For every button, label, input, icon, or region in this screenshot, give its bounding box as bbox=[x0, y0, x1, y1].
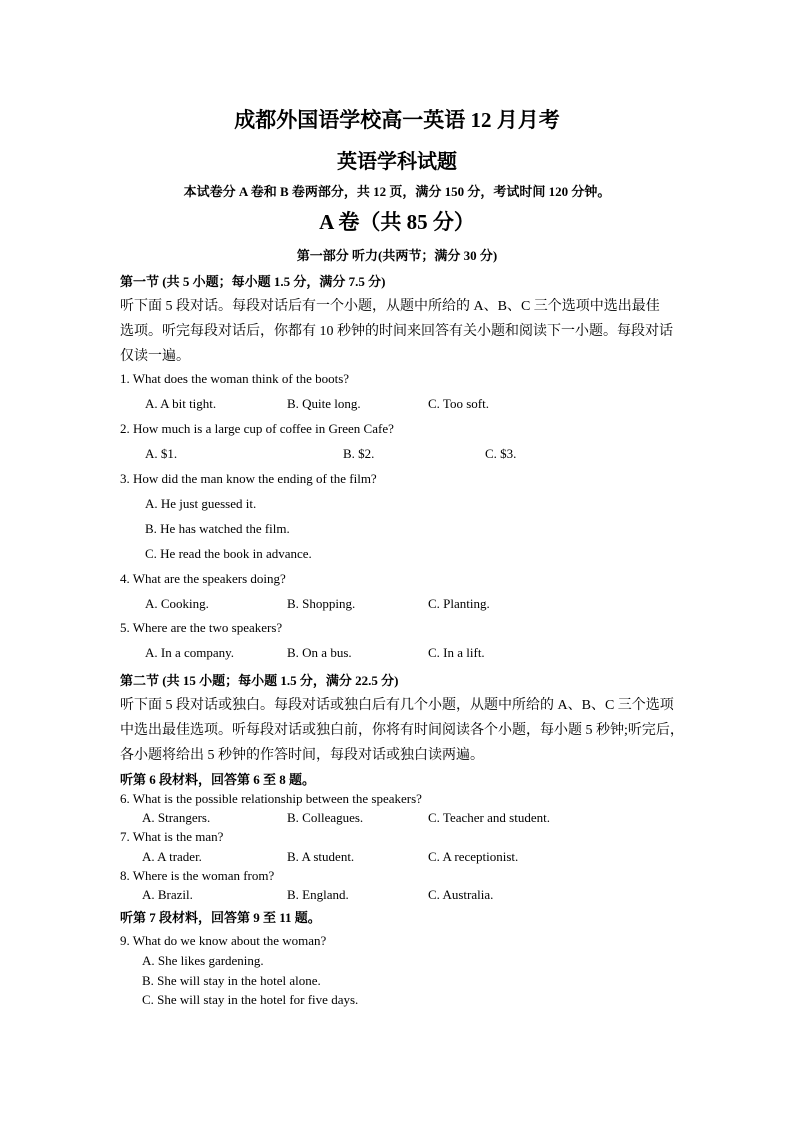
option-a: A. He just guessed it. bbox=[145, 496, 257, 511]
option-a: A. Strangers. bbox=[142, 810, 211, 825]
question-stem: 8. Where is the woman from? bbox=[120, 868, 275, 883]
option-a: A. She likes gardening. bbox=[142, 953, 264, 968]
material-heading: 听第 7 段材料，回答第 9 至 11 题。 bbox=[120, 910, 321, 925]
option-c: C. $3. bbox=[485, 446, 517, 461]
option-b: B. Shopping. bbox=[287, 596, 356, 611]
option-a: A. Cooking. bbox=[145, 596, 209, 611]
question-stem: 6. What is the possible relationship between the speakers? bbox=[120, 791, 422, 806]
section2-instruction-line: 各小题将给出 5 秒钟的作答时间，每段对话或独白读两遍。 bbox=[120, 748, 484, 763]
section2-heading: 第二节 (共 15 小题；每小题 1.5 分，满分 22.5 分) bbox=[120, 673, 399, 688]
question-stem: 1. What does the woman think of the boots? bbox=[120, 371, 350, 386]
option-c: C. He read the book in advance. bbox=[145, 546, 312, 561]
exam-title: 成都外国语学校高一英语 12 月月考 bbox=[234, 108, 560, 132]
option-b: B. Quite long. bbox=[287, 396, 361, 411]
exam-notice: 本试卷分 A 卷和 B 卷两部分，共 12 页，满分 150 分，考试时间 120 分钟。 bbox=[183, 184, 611, 199]
option-c: C. In a lift. bbox=[428, 645, 485, 660]
option-b: B. He has watched the film. bbox=[145, 521, 290, 536]
material-heading: 听第 6 段材料，回答第 6 至 8 题。 bbox=[120, 772, 316, 787]
option-b: B. England. bbox=[287, 887, 349, 902]
question-stem: 4. What are the speakers doing? bbox=[120, 571, 286, 586]
section1-heading: 第一节 (共 5 小题；每小题 1.5 分，满分 7.5 分) bbox=[120, 274, 386, 289]
option-a: A. A trader. bbox=[142, 849, 202, 864]
section1-instruction-line: 听下面 5 段对话。每段对话后有一个小题，从题中所给的 A、B、C 三个选项中选出最佳 bbox=[120, 299, 660, 314]
option-a: A. Brazil. bbox=[142, 887, 193, 902]
question-stem: 9. What do we know about the woman? bbox=[120, 933, 327, 948]
option-c: C. A receptionist. bbox=[428, 849, 519, 864]
question-stem: 2. How much is a large cup of coffee in Green Cafe? bbox=[120, 421, 394, 436]
part-title: 第一部分 听力(共两节；满分 30 分) bbox=[296, 248, 498, 263]
section1-instruction-line: 选项。听完每段对话后，你都有 10 秒钟的时间来回答有关小题和阅读下一小题。每段对话 bbox=[120, 324, 673, 339]
option-a: A. $1. bbox=[145, 446, 178, 461]
section2-instruction-line: 听下面 5 段对话或独白。每段对话或独白后有几个小题，从题中所给的 A、B、C 三个选项 bbox=[120, 698, 674, 713]
option-b: B. A student. bbox=[287, 849, 355, 864]
exam-subtitle: 英语学科试题 bbox=[337, 151, 457, 173]
question-stem: 3. How did the man know the ending of the film? bbox=[120, 471, 377, 486]
option-b: B. She will stay in the hotel alone. bbox=[142, 973, 321, 988]
question-stem: 5. Where are the two speakers? bbox=[120, 620, 283, 635]
option-c: C. She will stay in the hotel for five days. bbox=[142, 992, 359, 1007]
volume-title: A 卷（共 85 分） bbox=[319, 210, 475, 234]
option-c: C. Teacher and student. bbox=[428, 810, 550, 825]
option-a: A. A bit tight. bbox=[145, 396, 217, 411]
section2-instruction-line: 中选出最佳选项。听每段对话或独白前，你将有时间阅读各个小题，每小题 5 秒钟;听完后， bbox=[120, 723, 684, 738]
option-c: C. Too soft. bbox=[428, 396, 489, 411]
option-c: C. Planting. bbox=[428, 596, 490, 611]
section1-instruction-line: 仅读一遍。 bbox=[120, 349, 190, 364]
option-a: A. In a company. bbox=[145, 645, 235, 660]
question-stem: 7. What is the man? bbox=[120, 829, 224, 844]
option-b: B. Colleagues. bbox=[287, 810, 364, 825]
option-b: B. $2. bbox=[343, 446, 375, 461]
option-b: B. On a bus. bbox=[287, 645, 352, 660]
option-c: C. Australia. bbox=[428, 887, 494, 902]
